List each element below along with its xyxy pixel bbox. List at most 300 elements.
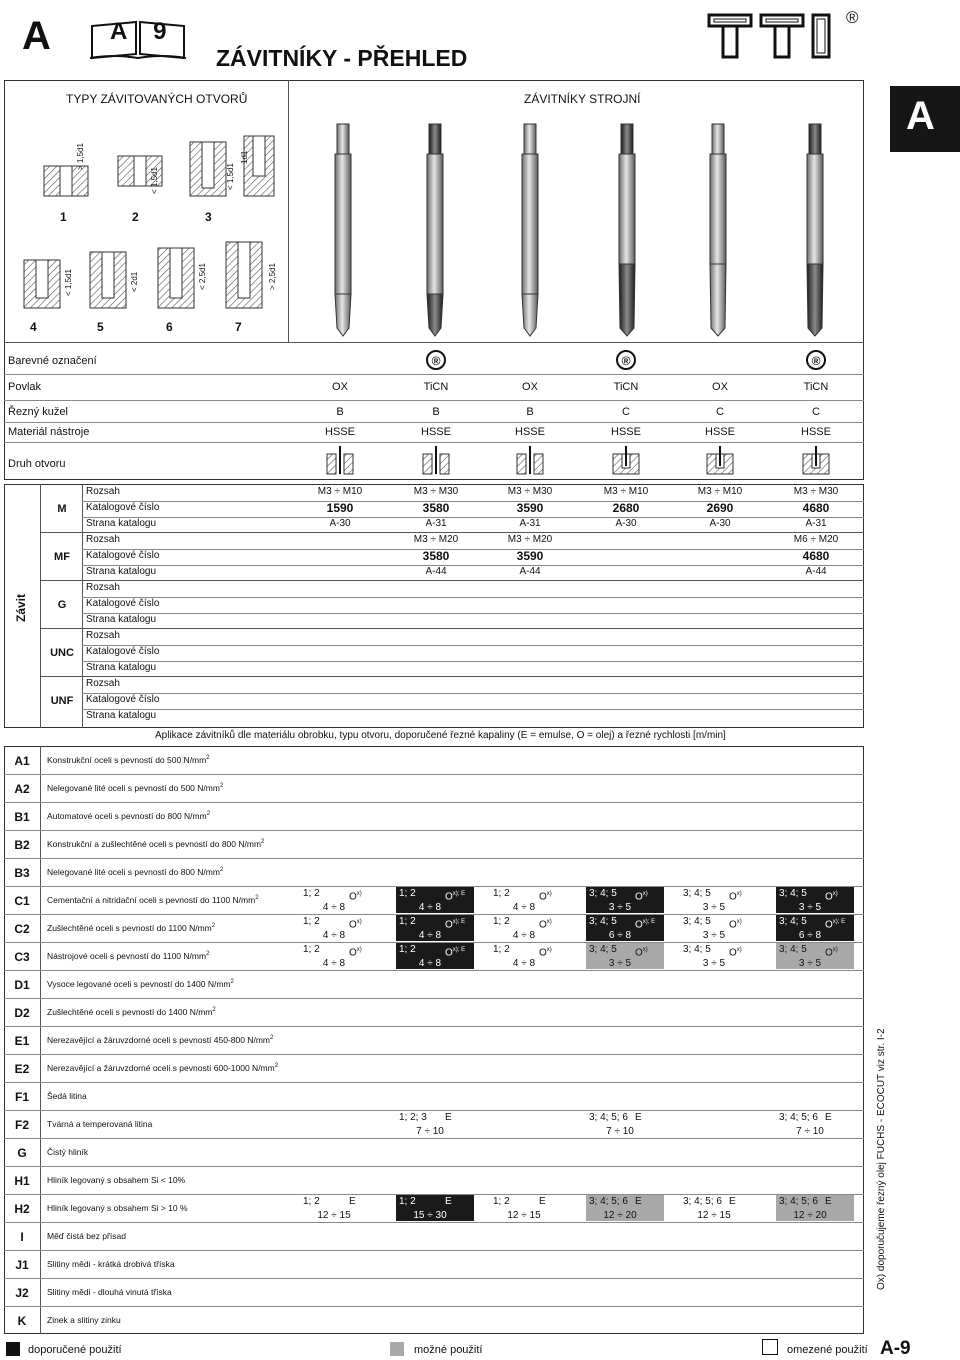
application-cell-fluid-text: O: [825, 947, 833, 959]
application-cell-holes: 1; 2: [399, 1196, 416, 1207]
book-icon-label: A 9: [110, 18, 177, 45]
material-code: H2: [14, 1202, 30, 1216]
material-desc-text: Automatové oceli s pevností do 800 N/mm: [47, 811, 207, 821]
application-cell: [396, 887, 474, 913]
thread-catalog-value: 4680: [802, 549, 830, 563]
application-cell-holes: 3; 4; 5: [683, 888, 711, 899]
thread-row-label: Katalogové číslo: [86, 646, 160, 657]
application-cell-fluid-sup: x): [736, 919, 742, 925]
application-cell-holes: 1; 2: [493, 916, 510, 927]
tap-3: [522, 124, 538, 336]
material-code: B3: [14, 866, 30, 880]
application-cell-holes: 1; 2: [399, 888, 416, 899]
thread-catalog-value: 1590: [326, 501, 354, 515]
application-cell-speed: 15 ÷ 30: [413, 1210, 447, 1221]
divider: [4, 1166, 864, 1167]
divider: [4, 858, 864, 859]
divider: [82, 661, 864, 662]
material-code: G: [17, 1146, 27, 1160]
application-cell-fluid-sup: x): [736, 947, 742, 953]
material-desc: [47, 1091, 87, 1101]
application-cell-holes: 1; 2: [303, 888, 320, 899]
blind-hole-icon: [802, 446, 830, 476]
application-cell-line1: [399, 1111, 471, 1125]
material-desc-text: Šedá litina: [47, 1091, 87, 1101]
thread-row-label: Rozsah: [86, 486, 120, 497]
application-cell-speed: 12 ÷ 15: [317, 1210, 351, 1221]
application-cell-line1: [779, 943, 851, 957]
material-desc-text: Cementační a nitridační oceli s pevností do 1100 N/mm: [47, 895, 256, 905]
thread-page-value: A-30: [709, 518, 731, 529]
registered-mark: ®: [806, 350, 826, 370]
divider: [4, 422, 864, 423]
material-code: I: [20, 1230, 24, 1244]
application-cell-fluid: [445, 1195, 452, 1209]
application-cell-speed: 3 ÷ 5: [702, 930, 726, 941]
material-value: HSSE: [705, 426, 735, 438]
application-cell-holes: 3; 4; 5; 6: [779, 1112, 818, 1123]
application-cell-speed: 12 ÷ 20: [793, 1210, 827, 1221]
thread-catalog-value: 3590: [516, 501, 544, 515]
thread-range-value: M6 ÷ M20: [793, 534, 839, 545]
thread-range-value: M3 ÷ M10: [317, 486, 363, 497]
divider: [4, 1278, 864, 1279]
application-cell-fluid-sup: x): [642, 891, 648, 897]
divider: [4, 802, 864, 803]
application-cell-line1: [589, 943, 661, 957]
tap-4: [619, 124, 635, 336]
application-cell: [776, 1195, 854, 1221]
divider: [4, 1250, 864, 1251]
application-cell-fluid: [349, 915, 362, 932]
thread-catalog-value: 2690: [706, 501, 734, 515]
material-desc-text: Tvárná a temperovaná litina: [47, 1119, 153, 1129]
legend-swatch-recommended: [6, 1342, 20, 1356]
application-cell-fluid-text: O: [349, 891, 357, 903]
divider: [4, 998, 864, 999]
application-cell-line1: [683, 915, 755, 929]
application-cell-fluid-sup: x): [356, 891, 362, 897]
material-code: A1: [14, 754, 30, 768]
thread-catalog-value: 3590: [516, 549, 544, 563]
material-code: C3: [14, 950, 30, 964]
blind-hole-icon: [706, 446, 734, 476]
application-cell-holes: 3; 4; 5: [589, 944, 617, 955]
application-cell: [396, 915, 474, 941]
material-code: J1: [15, 1258, 29, 1272]
thread-code: UNF: [50, 695, 74, 707]
material-desc-text: Zinek a slitiny zinku: [47, 1315, 121, 1325]
application-cell-line1: [399, 1195, 471, 1209]
material-code: A2: [14, 782, 30, 796]
application-cell-fluid-text: O: [825, 891, 833, 903]
application-cell-line1: [779, 887, 851, 901]
thread-row-label: Rozsah: [86, 630, 120, 641]
material-desc-text: Nerezavějící a žáruvzdorné oceli s pevností 600-1000 N/mm: [47, 1063, 275, 1073]
material-desc-sup: 2: [261, 839, 265, 846]
chamfer-value: C: [622, 406, 630, 418]
divider: [40, 746, 41, 1334]
material-desc-sup: 2: [206, 951, 210, 958]
machine-taps-heading: ZÁVITNÍKY STROJNÍ: [524, 92, 641, 106]
side-note: Ox) doporučujeme řezný olej FUCHS - ECOCUT viz str. I-2: [876, 1028, 887, 1290]
thread-row-label: Strana katalogu: [86, 710, 157, 721]
chamfer-value: C: [812, 406, 820, 418]
application-cell-fluid: [445, 1111, 452, 1125]
application-cell-holes: 3; 4; 5; 6: [683, 1196, 722, 1207]
application-cell-fluid: [539, 915, 552, 932]
thread-range-value: M3 ÷ M30: [793, 486, 839, 497]
hole-number-5: 5: [97, 320, 104, 334]
through-hole-icon: [516, 446, 544, 476]
application-cell-holes: 1; 2: [493, 1196, 510, 1207]
application-cell-fluid-text: O: [729, 919, 737, 931]
material-desc-sup: 2: [270, 1035, 274, 1042]
material-code: D1: [14, 978, 30, 992]
application-cell-holes: 3; 4; 5; 6: [589, 1196, 628, 1207]
application-cell-fluid-text: E: [635, 1112, 642, 1123]
divider: [82, 693, 864, 694]
application-cell: [490, 1195, 568, 1221]
thread-page-value: A-30: [329, 518, 351, 529]
application-cell-holes: 3; 4; 5: [589, 888, 617, 899]
thread-group-label: Závit: [14, 593, 28, 622]
legend-swatch-limited: [762, 1339, 778, 1355]
material-desc-text: Konstrukční a zušlechtěné oceli s pevností do 800 N/mm: [47, 839, 262, 849]
application-cell-fluid-sup: x): [642, 947, 648, 953]
application-cell-holes: 1; 2: [303, 944, 320, 955]
material-desc: [47, 1287, 172, 1297]
material-desc-text: Konstrukční oceli s pevností do 500 N/mm: [47, 755, 207, 765]
application-cell: [300, 887, 378, 913]
application-cell-fluid-text: O: [539, 947, 547, 959]
application-cell: [300, 915, 378, 941]
application-cell-holes: 1; 2: [303, 916, 320, 927]
page-title: ZÁVITNÍKY - PŘEHLED: [216, 45, 468, 71]
application-cell-fluid: [635, 1111, 642, 1125]
application-cell: [586, 943, 664, 969]
hole-dim-label-5: < 1,5d1: [64, 269, 73, 296]
application-cell: [680, 943, 758, 969]
application-cell-speed: 3 ÷ 5: [702, 958, 726, 969]
material-desc: [47, 923, 215, 933]
through-hole-icon: [326, 446, 354, 476]
material-desc-sup: 2: [206, 755, 210, 762]
thread-range-value: M3 ÷ M10: [603, 486, 649, 497]
brand-logo: [706, 10, 856, 62]
material-desc-text: Vysoce legované oceli s pevností do 1400 N/mm: [47, 979, 231, 989]
application-cell: [490, 943, 568, 969]
hole-number-3: 3: [205, 210, 212, 224]
application-cell-fluid-text: E: [349, 1196, 356, 1207]
application-cell-fluid-text: O: [729, 891, 737, 903]
application-cell-line1: [399, 887, 471, 901]
application-cell-fluid-text: O: [445, 947, 453, 959]
thread-range-value: M3 ÷ M10: [697, 486, 743, 497]
hole-number-6: 6: [166, 320, 173, 334]
application-cell-fluid-text: E: [635, 1196, 642, 1207]
material-desc-sup: 2: [219, 867, 224, 874]
application-cell-line1: [589, 915, 661, 929]
tap-images: [300, 116, 860, 342]
material-desc-text: Měď čistá bez přísad: [47, 1231, 126, 1241]
application-cell: [586, 1195, 664, 1221]
coating-value: TiCN: [803, 381, 829, 393]
application-cell-fluid: [729, 915, 742, 932]
application-cell: [680, 887, 758, 913]
application-cell: [300, 1195, 378, 1221]
thread-range-value: M3 ÷ M30: [507, 486, 553, 497]
application-cell-fluid-text: E: [729, 1196, 736, 1207]
application-cell-fluid: [635, 943, 648, 960]
application-cell-line1: [589, 1195, 661, 1209]
material-desc: [47, 1203, 188, 1213]
material-desc-sup: 2: [219, 783, 224, 790]
hole-types-heading: TYPY ZÁVITOVANÝCH OTVORŮ: [66, 92, 248, 106]
material-code: B2: [14, 838, 30, 852]
thread-row-label: Katalogové číslo: [86, 550, 160, 561]
thread-range-value: M3 ÷ M30: [413, 486, 459, 497]
side-tab: [890, 86, 960, 152]
blind-hole-icon: [612, 446, 640, 476]
thread-catalog-value: 4680: [802, 501, 830, 515]
application-cell-fluid: [729, 943, 742, 960]
divider: [4, 442, 864, 443]
material-value: HSSE: [421, 426, 451, 438]
application-cell-fluid-text: O: [635, 891, 643, 903]
divider: [4, 1222, 864, 1223]
coating-value: TiCN: [613, 381, 639, 393]
registered-mark: ®: [846, 8, 859, 27]
material-desc-text: Nástrojové oceli s pevností do 1100 N/mm: [47, 951, 207, 961]
application-cell-fluid: [539, 943, 552, 960]
application-cell-speed: 6 ÷ 8: [798, 930, 822, 941]
application-cell: [776, 1111, 854, 1137]
material-desc: [47, 1231, 126, 1241]
application-cell-fluid: [445, 915, 465, 932]
application-cell-line1: [399, 915, 471, 929]
material-code: F1: [14, 1090, 29, 1104]
application-cell-line1: [779, 1111, 851, 1125]
application-cell-line1: [779, 915, 851, 929]
material-desc: [47, 811, 210, 821]
color-mark-label: Barevné označení: [8, 355, 97, 367]
material-value: HSSE: [801, 426, 831, 438]
application-cell-fluid: [349, 943, 362, 960]
hole-type-label: Druh otvoru: [8, 458, 66, 470]
application-cell-fluid-text: O: [635, 947, 643, 959]
application-cell: [490, 887, 568, 913]
application-cell-speed: 12 ÷ 20: [603, 1210, 637, 1221]
application-cell-fluid-sup: x); E: [832, 919, 846, 925]
divider: [40, 580, 864, 581]
material-desc: [47, 1259, 175, 1269]
application-cell-line1: [493, 943, 565, 957]
hole-number-4: 4: [30, 320, 37, 334]
thread-code: M: [57, 503, 67, 515]
material-desc: [47, 1175, 185, 1185]
coating-value: TiCN: [423, 381, 449, 393]
hole-number-1: 1: [60, 210, 67, 224]
application-cell: [776, 943, 854, 969]
application-cell-fluid-sup: x); E: [452, 919, 466, 925]
application-cell-fluid-text: O: [539, 919, 547, 931]
application-cell-line1: [493, 887, 565, 901]
application-cell: [776, 887, 854, 913]
application-cell-fluid-text: O: [635, 919, 643, 931]
hole-dim-label-3: < 1,5d1: [226, 163, 235, 190]
material-code: D2: [14, 1006, 30, 1020]
application-cell-line1: [493, 1195, 565, 1209]
material-desc-text: Nelegované lité oceli s pevností do 500 N/mm: [47, 783, 220, 793]
divider: [4, 1054, 864, 1055]
material-desc: [47, 895, 259, 905]
application-cell-speed: 4 ÷ 8: [322, 930, 346, 941]
application-cell-fluid-sup: x): [736, 891, 742, 897]
material-code: H1: [14, 1174, 30, 1188]
thread-page-value: A-44: [805, 566, 827, 577]
hole-types-diagram-row2: [20, 240, 290, 312]
tap-5: [710, 124, 726, 336]
application-cell-speed: 6 ÷ 8: [608, 930, 632, 941]
application-cell-holes: 1; 2: [399, 944, 416, 955]
application-cell-line1: [303, 1195, 375, 1209]
application-cell-line1: [589, 887, 661, 901]
hole-number-7: 7: [235, 320, 242, 334]
section-letter: A: [22, 14, 51, 58]
thread-row-label: Katalogové číslo: [86, 502, 160, 513]
divider: [82, 484, 83, 728]
application-cell-fluid-text: O: [349, 947, 357, 959]
material-desc-sup: 2: [274, 1063, 279, 1070]
material-value: HSSE: [515, 426, 545, 438]
legend-swatch-possible: [390, 1342, 404, 1356]
thread-row-label: Rozsah: [86, 678, 120, 689]
hole-dim-label-8: > 2,5d1: [268, 263, 277, 290]
application-cell-holes: 1; 2: [493, 944, 510, 955]
application-cell-fluid-text: O: [729, 947, 737, 959]
application-cell-speed: 4 ÷ 8: [512, 902, 536, 913]
application-cell-holes: 1; 2: [399, 916, 416, 927]
material-desc-sup: 2: [212, 1007, 216, 1014]
divider: [82, 709, 864, 710]
application-cell-holes: 3; 4; 5: [779, 916, 807, 927]
application-cell-fluid-sup: x); E: [452, 947, 466, 953]
divider: [4, 830, 864, 831]
registered-mark: ®: [616, 350, 636, 370]
divider: [40, 676, 864, 677]
application-cell-fluid-sup: x); E: [642, 919, 656, 925]
application-cell-fluid: [445, 943, 465, 960]
hole-dim-label-7: < 2,5d1: [198, 263, 207, 290]
application-cell-line1: [399, 943, 471, 957]
application-cell: [396, 943, 474, 969]
application-cell-speed: 3 ÷ 5: [608, 958, 632, 969]
application-cell-fluid-text: O: [539, 891, 547, 903]
application-cell-fluid: [445, 887, 465, 904]
application-cell-fluid: [825, 943, 838, 960]
material-desc-text: Slitiny mědi - krátká drobivá tříska: [47, 1259, 175, 1269]
tap-6: [807, 124, 823, 336]
application-cell-holes: 3; 4; 5: [683, 944, 711, 955]
coating-value: OX: [712, 381, 728, 393]
thread-catalog-value: 3580: [422, 501, 450, 515]
application-cell-fluid-text: O: [445, 891, 453, 903]
divider: [4, 1026, 864, 1027]
application-cell-fluid: [539, 1195, 546, 1209]
divider: [4, 400, 864, 401]
application-cell-fluid: [349, 1195, 356, 1209]
material-value: HSSE: [611, 426, 641, 438]
thread-page-value: A-31: [805, 518, 827, 529]
application-cell-line1: [683, 943, 755, 957]
material-desc-sup: 2: [255, 895, 259, 902]
application-cell-line1: [303, 915, 375, 929]
material-desc: [47, 867, 223, 877]
application-cell-holes: 3; 4; 5; 6: [779, 1196, 818, 1207]
thread-page-value: A-30: [615, 518, 637, 529]
chamfer-value: B: [526, 406, 534, 418]
application-cell: [586, 1111, 664, 1137]
hole-dim-label-4: 1d1: [240, 150, 249, 164]
material-desc: [47, 839, 264, 849]
application-cell-speed: 7 ÷ 10: [796, 1126, 824, 1137]
application-cell: [776, 915, 854, 941]
divider: [40, 484, 41, 728]
application-cell-fluid: [635, 1195, 642, 1209]
application-cell-speed: 4 ÷ 8: [418, 958, 442, 969]
application-cell-fluid-sup: x): [546, 947, 552, 953]
application-cell-fluid-text: O: [825, 919, 833, 931]
application-cell-fluid: [635, 887, 648, 904]
application-cell-fluid-sup: x): [546, 891, 552, 897]
application-note: Aplikace závitníků dle materiálu obrobku, typu otvoru, doporučené řezné kapaliny (E = emulse, O = olej) a řezné rychlosti [m/min]: [155, 730, 726, 741]
material-desc: [47, 1147, 88, 1157]
tap-2: [427, 124, 443, 336]
application-cell-line1: [303, 943, 375, 957]
application-cell-fluid: [825, 915, 845, 932]
chamfer-value: B: [432, 406, 440, 418]
application-cell-line1: [493, 915, 565, 929]
application-cell-fluid-sup: x); E: [452, 891, 466, 897]
material-desc-text: Čistý hliník: [47, 1147, 89, 1157]
coating-label: Povlak: [8, 381, 42, 393]
application-cell-holes: 3; 4; 5: [779, 888, 807, 899]
thread-row-label: Strana katalogu: [86, 662, 157, 673]
material-desc: [47, 1035, 273, 1045]
divider: [82, 613, 864, 614]
divider: [82, 645, 864, 646]
thread-row-label: Rozsah: [86, 582, 120, 593]
legend-possible-label: možné použití: [414, 1344, 483, 1356]
thread-row-label: Rozsah: [86, 534, 120, 545]
application-cell-fluid-text: O: [445, 919, 453, 931]
application-cell: [586, 887, 664, 913]
application-cell-fluid-text: E: [825, 1196, 832, 1207]
thread-row-label: Strana katalogu: [86, 566, 157, 577]
material-desc-text: Nerezavějící a žáruvzdorné oceli s pevností 450-800 N/mm: [47, 1035, 270, 1045]
hole-number-2: 2: [132, 210, 139, 224]
application-cell-fluid-sup: x): [356, 947, 362, 953]
application-cell-line1: [589, 1111, 661, 1125]
side-tab-letter: A: [906, 94, 935, 138]
application-cell-speed: 3 ÷ 5: [798, 958, 822, 969]
application-cell-holes: 3; 4; 5; 6: [589, 1112, 628, 1123]
application-cell-holes: 3; 4; 5: [589, 916, 617, 927]
application-cell-holes: 1; 2: [493, 888, 510, 899]
application-cell-fluid-text: E: [445, 1196, 452, 1207]
thread-page-value: A-44: [425, 566, 447, 577]
